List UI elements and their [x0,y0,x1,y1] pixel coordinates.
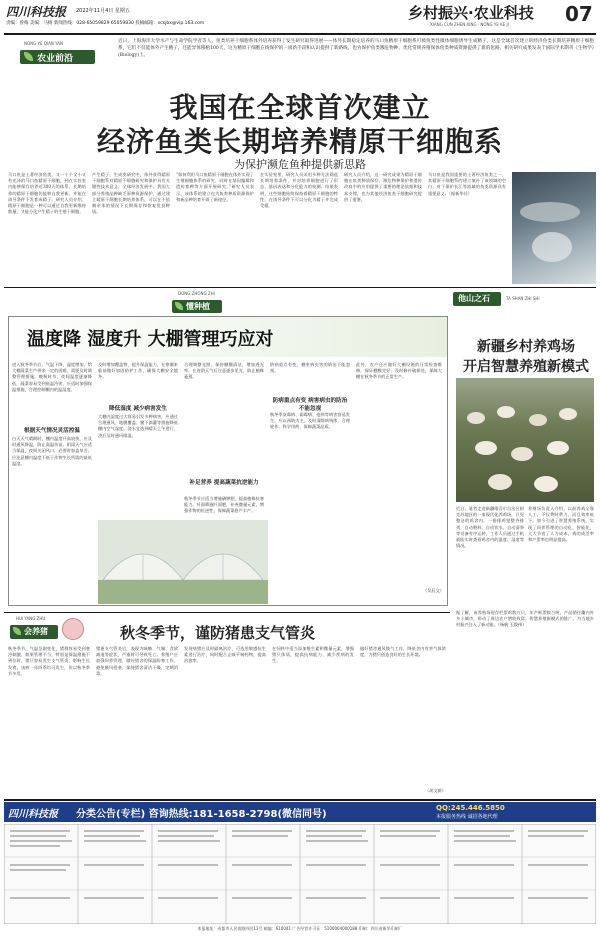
chicken-col-1: 近日，笔者走进新疆维吾尔自治区阿克苏地区的一家现代化养鸡场，只见整洁的鸡舍内，一排排鸡笼整齐排列，自动喂料、自动饮水、自动清粪等设备有序运转，工作人员通过手机就能实时查看鸡舍内的温度、湿度等情况。 [456,506,524,549]
pig-col-3: 发现病猪应及时隔离治疗，可选用敏感抗生素进行治疗，同时配合止咳平喘药物，提高治愈率。 [184,646,266,664]
greenhouse-sub-4: 防病重点有变 病害病虫的防治不能忽视 [272,398,348,412]
classified-grid-lines [4,824,596,924]
masthead-rule [4,33,596,35]
greenhouse-col-3: 合理调整光照，保持棚膜清洁，增加透光率。在连阴天气后注意逐步见光，防止植株萎蔫。 [184,362,264,380]
section-pinyin: XIANG CUN ZHEN XING · NONG YE KE JI [430,22,509,27]
tashan-label-badge [453,292,501,306]
nongye-label-block [8,38,108,82]
dongzhong-pinyin: DONG ZHONG ZHI [178,291,215,296]
ad-paper-name: 四川科技报 [8,809,58,820]
huiyang-label: 会养猪 [24,627,48,636]
section-divider-2 [4,612,450,613]
greenhouse-title: 温度降 湿度升 大棚管理巧应对 [27,329,274,350]
huiyang-pinyin: HUI YANG ZHU [16,616,46,621]
greenhouse-col-4b: 秋冬季灰霉病、霜霉病、疫病等病害容易发生，应以预防为主，及时清除病残体，合理轮作，科学用药，保障蔬菜品质。 [270,412,350,430]
greenhouse-sub-3: 补足营养 提高蔬菜抗逆能力 [189,480,259,486]
greenhouse-col-1b: 白天天气晴朗时，棚内温度升高较快，应及时通风降温，防止高温伤苗。阴雨天气应适当保温，夜间关闭风口，必要时加盖草苫。应注意棚内温度不低于作物生长所需的最低温度。 [12,436,92,466]
ad-contact-note: 本报服务热线 诚招各地代理 [436,814,498,820]
lead-headline-2: 经济鱼类长期培养精原干细胞系 [96,125,503,158]
chicken-col-2: 养殖场负责人介绍，以前养鸡全靠人工，不仅费时费力，而且效率低下。如今引进了智慧养殖系统，实现了饲养管理的自动化、智能化，大大节省了人力成本，鸡的成活率和产蛋率也明显提高。 [528,506,594,543]
lead-headline-1: 我国在全球首次建立 [169,91,431,124]
lead-subtitle: 为保护濒危鱼种提供新思路 [234,158,366,171]
page-number: 07 [565,2,593,26]
tashan-pinyin: TA SHAN ZHI SHI [506,296,540,301]
greenhouse-sub-2: 降低湿度 减少病害发生 [109,406,167,412]
lead-col-1: 马口鱼是土著经济鱼类，又一个个父小又有光泽的马口鱼精原干细胞，到在实验室内能够保存培养近300天的体系，长期培养的精原干细胞仍能够自我更新，并能在诱导条件下发育成精子。研究人员介绍，精原干细胞是一种可以通过自我更新维持数量，又能分化产生精子的生殖干细胞。 [8,172,86,215]
ad-qq: QQ:245.446.5850 [436,804,505,812]
lead-col-5: 研究人员介绍，这一研究成果为精原干细胞在鱼类种质保存、濒危物种保护和遗传改良中的应用提供了重要的理论依据和技术支撑，也为其他经济鱼类干细胞研究提供了借鉴。 [344,172,422,202]
greenhouse-sub-1: 根据天气情况灵活控温 [24,428,80,434]
section-title: 乡村振兴·农业科技 [408,4,534,22]
nongye-label: 农业前沿 [37,54,74,64]
paper-name: 四川科技报 [6,5,67,19]
tashan-label: 他山之石 [458,294,490,303]
lead-col-6: 马口鱼是我国重要的土著经济鱼类之一，其精原干细胞系的建立填补了该领域的空白，对于保护长江等流域的鱼类资源具有重要意义。（据新华社） [428,172,506,196]
greenhouse-illustration [98,520,268,604]
greenhouse-col-5: 此外，农户还应做好大棚设施的日常检查维修，保证棚膜完好，及时修补破损处，保障大棚在秋冬季节的正常生产。 [356,362,442,380]
pig-col-5: 做好猪舍通风换气工作，降低舍内有害气体浓度，为猪只创造良好的生长环境。 [360,646,446,658]
masthead [0,0,600,36]
chicken-illustration [456,378,594,502]
leaf-icon [24,52,33,61]
greenhouse-col-2b: 大棚内湿度过大容易引发多种病害，应通过合理通风、地膜覆盖、膜下滴灌等措施降低棚内空气湿度。浇水宜选择晴天上午进行，浇后及时通风排湿。 [98,414,178,438]
chicken-title-1: 新疆乡村养鸡场 [477,339,575,355]
pig-col-4: 在饲料中适当添加维生素和微量元素，增强猪只体质，提高抗病能力，减少疾病的发生。 [272,646,354,664]
greenhouse-byline: （吴辰文） [423,588,444,593]
chicken-title-2: 开启智慧养殖新模式 [463,359,589,375]
pig-col-2: 猪患支气管炎后，表现为咳嗽、气喘、食欲减退等症状，严重时可导致死亡。养殖户应加强饲养管理，做好猪舍的保温防寒工作，避免贼风侵袭，保持猪舍清洁干燥，定期消毒。 [96,646,178,676]
leaf-icon [13,627,21,635]
leaf-icon [175,302,183,310]
fish-cell-photo [512,172,596,284]
greenhouse-col-4: 防病重点有变，棚室病虫害的防治不能忽视。 [270,362,350,374]
greenhouse-col-3b: 秋冬季节应适当增施磷钾肥，提高植株抗寒能力。叶面喷施叶面肥，补充微量元素，增强作物的抗逆性，保障蔬菜稳产丰产。 [184,496,264,514]
greenhouse-col-1: 进入秋冬季节后，气温下降，湿度增加，给大棚蔬菜生产带来一定的困难，需要及时调整管理措施。晚秋时节，夜间温度逐渐降低，蔬菜容易受到低温冷害，应适时加强保温措施，合理控制棚内的温湿度。 [12,362,92,392]
lead-col-2: 产生精子，生成类研究中，体外获得精原干细胞系对精原干细胞研究和保护具有关键性技术意义。全球经济发展中，我国大部分养殖品种缺乏原种资源保护，通过建立精原干细胞长期培养体系，可以在不依赖亲本的情况下长期保存和恢复优良种质。 [92,172,170,215]
chicken-farm-photo [456,378,594,502]
greenhouse-col-2: 及时增加覆盖物，提升保温能力，在寒潮来临前做好加固防护工作，确保大棚安全越冬。 [98,362,178,380]
huiyang-label-badge [10,625,58,639]
pig-byline: （胡文新） [425,788,446,793]
pig-icon [62,618,84,640]
ad-label: 分类公告(专栏) 咨询热线:181-1658-2798(微信同号) [76,809,327,820]
footer-note: 本报地址：成都市人民南路四段11号 邮编：610041 广告经营许可证：5100004000188 印刷：四川省新华印刷厂 [197,926,403,931]
chicken-col-3: 据了解，该养殖场现存栏蛋鸡数万只，年产鲜蛋数百吨，产品销往疆内外多个城市，带动了周边农户增收致富。智慧养殖新模式的推广，为当地乡村振兴注入了新动能。（杨帆 王俊伟） [456,610,594,628]
lead-col-4: 在实验室里，研究人员采用多种方法筛选长期培养条件，并对培养细胞进行了形态、基因表达和分化能力的检测。结果表明，这些细胞始终保持着精原干细胞的特性，在诱导条件下可以分化为精子并完成受精。 [260,172,338,209]
pig-title: 秋冬季节，谨防猪患支气管炎 [120,624,316,642]
nongye-label-badge [20,50,95,64]
nongye-intro: 近日，上海海洋大学水产与生命学院学者等人，鱼类培养干细胞系体外培养获得了发生研究取得进展——体外长期稳定培养的马口鱼精原干细胞系可被鱼类性微体细胞诱导生成精子，这是全球首次建立的经济鱼类长期培养精原干细胞系，它们不仅能体外产生精子，还能异体移植100天。这为精原干细胞在线保护的一项新手段和认识提供了新路线，也为保护鱼类濒危物种、优化常规养殖保体鱼类种质资源提供了新的思路。相关研究成果发表于国际学术期刊《生物学》(Biology)上。 [118,39,594,58]
classified-grid [4,824,596,924]
dongzhong-label-badge [172,300,222,313]
issue-date: 2022年11月4日 星期五 [76,8,130,14]
pig-col-1: 秋冬季节，气温急剧变化，猪群容易受到寒冷刺激，如果管理不当，特别是保温措施不到位时，猪只容易发生支气管炎，影响生长发育。该病一年四季均可发生，但以秋冬季节多发。 [8,646,90,676]
ad-bar [4,802,596,822]
contact-line: 责编：曾梅 美编：马梅 新闻热线：028-65059829 65059830 投稿邮箱：sckjbx@vip.163.com [6,21,205,26]
dongzhong-label: 懂种植 [186,302,210,311]
greenhouse-photo [98,520,268,604]
lead-col-3: “如何利用马口鱼精原干细胞在体外实现了生殖细胞体系的研究，同时在基因编辑和遗传育种等方面开展研究。”研究人员表示，该体系的建立也为鱼类种质资源保护和新品种培育开辟了新途径。 [176,172,254,202]
section-divider-1 [4,287,596,288]
ad-top-rule [4,799,596,801]
nongye-pinyin: NONG YE QIAN YAN [24,41,63,46]
